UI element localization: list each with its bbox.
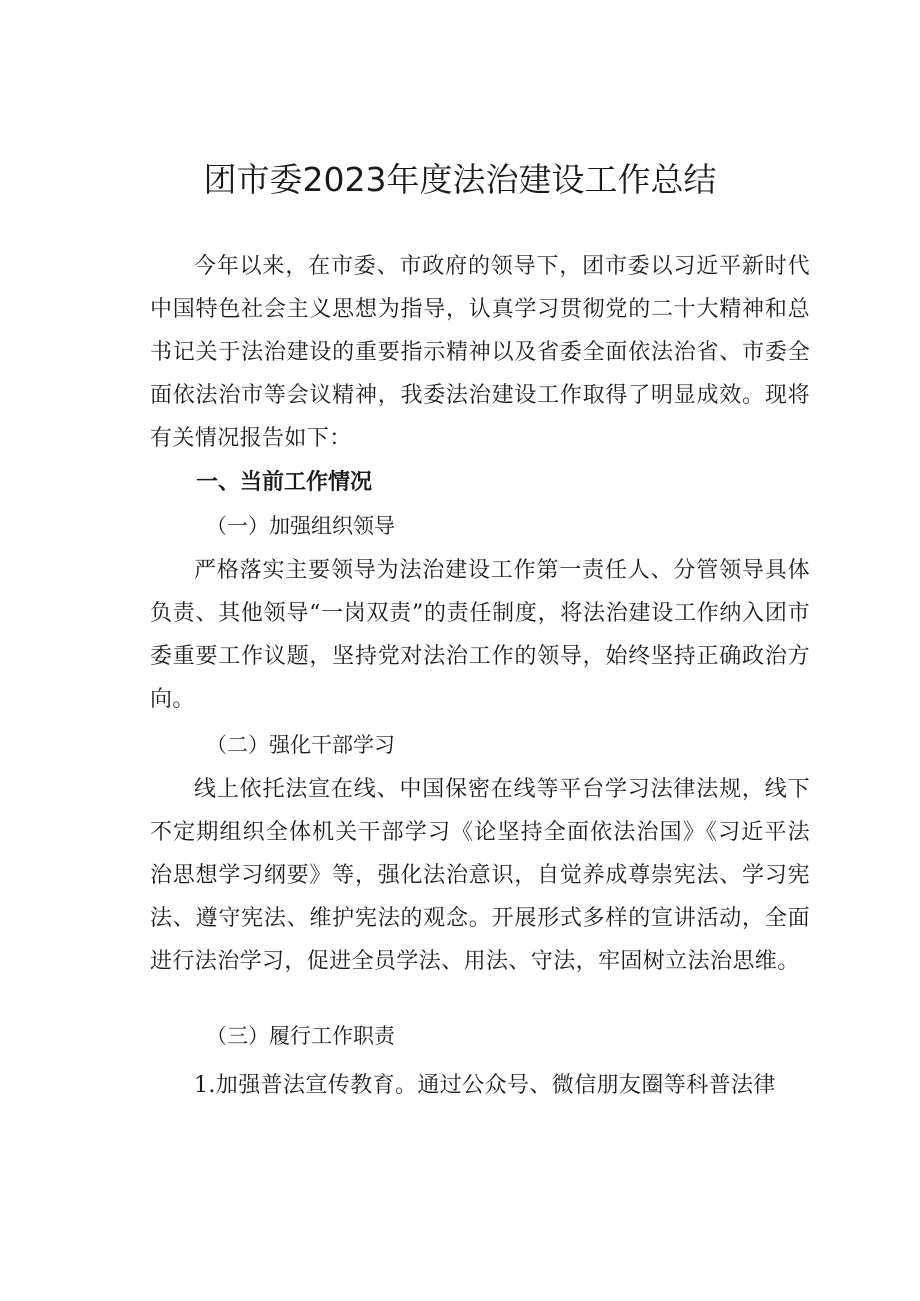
intro-paragraph: 今年以来，在市委、市政府的领导下，团市委以习近平新时代中国特色社会主义思想为指导，认真学习贯彻党的二十大精神和总书记关于法治建设的重要指示精神以及省委全面依法治省、市委全面依法治市等会议精神，我委法治建设工作取得了明显成效。现将有关情况报告如下： [150, 254, 810, 451]
organization-paragraph: 严格落实主要领导为法治建设工作第一责任人、分管领导具体负责、其他领导“一岗双责”的责任制度，将法治建设工作纳入团市委重要工作议题，坚持党对法治工作的领导，始终坚持正确政治方向。 [150, 558, 810, 712]
subsection-heading-study: （二）强化干部学习 [206, 733, 395, 757]
subsection-heading-duties: （三）履行工作职责 [206, 1024, 395, 1048]
subsection-heading-organization: （一）加强组织领导 [206, 514, 395, 538]
study-paragraph: 线上依托法宣在线、中国保密在线等平台学习法律法规，线下不定期组织全体机关干部学习《论坚持全面依法治国》《习近平法治思想学习纲要》等，强化法治意识，自觉养成尊崇宪法、学习宪法、遵守宪法、维护宪法的观念。开展形式多样的宣讲活动，全面进行法治学习，促进全员学法、用法、守法，牢固树立法治思维。 [150, 777, 810, 974]
document-title: 团市委2023年度法治建设工作总结 [203, 160, 717, 199]
section-heading-current-work: 一、当前工作情况 [196, 470, 373, 495]
duties-item-1: 1.加强普法宣传教育。通过公众号、微信朋友圈等科普法律 [194, 1073, 776, 1098]
